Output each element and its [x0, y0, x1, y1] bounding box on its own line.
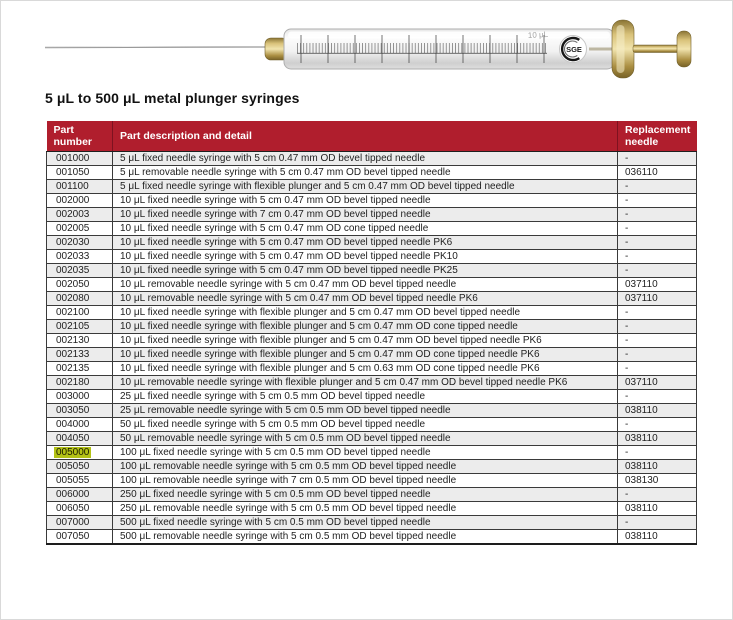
description-cell: 10 μL fixed needle syringe with 5 cm 0.47 mm OD bevel tipped needle PK6 [113, 235, 618, 249]
part-number-cell [47, 235, 113, 249]
replacement-needle-cell: 038130 [618, 473, 697, 487]
table-row [47, 375, 697, 389]
description-cell: 500 μL removable needle syringe with 5 cm 0.5 mm OD bevel tipped needle [113, 529, 618, 544]
part-number: 002105 [56, 320, 90, 332]
part-number: 005055 [56, 474, 90, 486]
description-cell: 100 μL removable needle syringe with 5 cm 0.5 mm OD bevel tipped needle [113, 459, 618, 473]
replacement-needle-cell: - [618, 389, 697, 403]
parts-table-container [46, 121, 696, 545]
description-cell: 10 μL fixed needle syringe with 5 cm 0.47 mm OD cone tipped needle [113, 221, 618, 235]
description-cell: 50 μL removable needle syringe with 5 cm 0.5 mm OD bevel tipped needle [113, 431, 618, 445]
sge-logo-text: SGE [566, 45, 582, 54]
table-row [47, 277, 697, 291]
table-row [47, 501, 697, 515]
description-cell: 10 μL fixed needle syringe with 7 cm 0.47 mm OD bevel tipped needle [113, 207, 618, 221]
replacement-needle-cell: - [618, 249, 697, 263]
description-cell: 10 μL fixed needle syringe with flexible plunger and 5 cm 0.47 mm OD cone tipped needle [113, 319, 618, 333]
part-number: 003000 [56, 390, 90, 402]
description-cell: 25 μL fixed needle syringe with 5 cm 0.5 mm OD bevel tipped needle [113, 389, 618, 403]
table-row [47, 249, 697, 263]
part-number-cell [47, 165, 113, 179]
replacement-needle-cell: - [618, 361, 697, 375]
table-row [47, 221, 697, 235]
part-number-cell [47, 249, 113, 263]
table-row [47, 487, 697, 501]
description-cell: 10 μL fixed needle syringe with flexible plunger and 5 cm 0.63 mm OD cone tipped needle PK6 [113, 361, 618, 375]
replacement-needle-cell: - [618, 347, 697, 361]
column-header-replacement-needle: Replacement needle [618, 121, 697, 151]
description-cell: 5 μL fixed needle syringe with 5 cm 0.47 mm OD bevel tipped needle [113, 151, 618, 165]
column-header-description: Part description and detail [113, 121, 618, 151]
replacement-needle-cell: 038110 [618, 529, 697, 544]
table-row [47, 515, 697, 529]
part-number: 006050 [56, 502, 90, 514]
table-row [47, 305, 697, 319]
description-cell: 25 μL removable needle syringe with 5 cm 0.5 mm OD bevel tipped needle [113, 403, 618, 417]
part-number-cell [47, 305, 113, 319]
description-cell: 10 μL fixed needle syringe with flexible plunger and 5 cm 0.47 mm OD bevel tipped needle PK6 [113, 333, 618, 347]
part-number: 005050 [56, 460, 90, 472]
part-number: 002130 [56, 334, 90, 346]
table-row [47, 291, 697, 305]
table-row [47, 431, 697, 445]
part-number: 002135 [56, 362, 90, 374]
table-row [47, 403, 697, 417]
syringe-needle [45, 46, 269, 47]
replacement-needle-cell: 038110 [618, 501, 697, 515]
part-number: 007050 [56, 530, 90, 542]
parts-table-body [47, 151, 697, 544]
part-number-cell [47, 277, 113, 291]
description-cell: 50 μL fixed needle syringe with 5 cm 0.5 mm OD bevel tipped needle [113, 417, 618, 431]
part-number: 002080 [56, 292, 90, 304]
column-header-part-number: Part number [47, 121, 113, 151]
part-number: 002003 [56, 208, 90, 220]
part-number: 003050 [56, 404, 90, 416]
replacement-needle-cell: 038110 [618, 431, 697, 445]
part-number: 001050 [56, 166, 90, 178]
description-cell: 250 μL fixed needle syringe with 5 cm 0.5 mm OD bevel tipped needle [113, 487, 618, 501]
replacement-needle-cell: - [618, 193, 697, 207]
replacement-needle-cell: 036110 [618, 165, 697, 179]
description-cell: 10 μL removable needle syringe with flexible plunger and 5 cm 0.47 mm OD bevel tipped needle PK6 [113, 375, 618, 389]
part-number-cell [47, 501, 113, 515]
part-number-cell [47, 179, 113, 193]
part-number-cell [47, 459, 113, 473]
table-row [47, 179, 697, 193]
part-number-cell [47, 221, 113, 235]
table-row [47, 417, 697, 431]
replacement-needle-cell: - [618, 487, 697, 501]
part-number-cell [47, 361, 113, 375]
description-cell: 500 μL fixed needle syringe with 5 cm 0.5 mm OD bevel tipped needle [113, 515, 618, 529]
syringe-plunger-button [677, 31, 691, 67]
part-number: 001000 [56, 152, 90, 164]
syringe-flange [612, 20, 634, 78]
part-number: 002050 [56, 278, 90, 290]
table-row [47, 263, 697, 277]
table-row [47, 389, 697, 403]
replacement-needle-cell: - [618, 207, 697, 221]
table-row [47, 165, 697, 179]
description-cell: 10 μL removable needle syringe with 5 cm 0.47 mm OD bevel tipped needle PK6 [113, 291, 618, 305]
part-number: 004000 [56, 418, 90, 430]
replacement-needle-cell: - [618, 235, 697, 249]
replacement-needle-cell: - [618, 319, 697, 333]
table-row [47, 459, 697, 473]
description-cell: 5 μL fixed needle syringe with flexible plunger and 5 cm 0.47 mm OD bevel tipped needle [113, 179, 618, 193]
part-number: 002033 [56, 250, 90, 262]
table-row [47, 347, 697, 361]
description-cell: 100 μL removable needle syringe with 7 cm 0.5 mm OD bevel tipped needle [113, 473, 618, 487]
part-number-cell [47, 193, 113, 207]
part-number-cell [47, 263, 113, 277]
part-number-cell [47, 375, 113, 389]
replacement-needle-cell: - [618, 417, 697, 431]
description-cell: 10 μL fixed needle syringe with 5 cm 0.47 mm OD bevel tipped needle PK10 [113, 249, 618, 263]
description-cell: 100 μL fixed needle syringe with 5 cm 0.5 mm OD bevel tipped needle [113, 445, 618, 459]
table-row [47, 333, 697, 347]
replacement-needle-cell: 037110 [618, 375, 697, 389]
page-title: 5 μL to 500 μL metal plunger syringes [45, 90, 300, 106]
replacement-needle-cell: 038110 [618, 459, 697, 473]
replacement-needle-cell: - [618, 333, 697, 347]
part-number-cell [47, 333, 113, 347]
description-cell: 250 μL removable needle syringe with 5 cm 0.5 mm OD bevel tipped needle [113, 501, 618, 515]
parts-table-header [47, 121, 697, 151]
syringe-illustration [1, 1, 733, 87]
part-number: 002035 [56, 264, 90, 276]
part-number-cell [47, 403, 113, 417]
replacement-needle-cell: 038110 [618, 403, 697, 417]
replacement-needle-cell: - [618, 151, 697, 165]
description-cell: 5 μL removable needle syringe with 5 cm 0.47 mm OD bevel tipped needle [113, 165, 618, 179]
part-number: 006000 [56, 488, 90, 500]
table-row [47, 151, 697, 165]
replacement-needle-cell: 037110 [618, 291, 697, 305]
replacement-needle-cell: - [618, 263, 697, 277]
syringe-plunger-rod [633, 45, 679, 53]
part-number-cell [47, 207, 113, 221]
part-number-cell [47, 515, 113, 529]
table-row [47, 529, 697, 544]
replacement-needle-cell: - [618, 179, 697, 193]
part-number: 002133 [56, 348, 90, 360]
part-number: 002000 [56, 194, 90, 206]
part-number-cell [47, 487, 113, 501]
replacement-needle-cell: - [618, 221, 697, 235]
sge-logo [560, 36, 587, 63]
table-row [47, 473, 697, 487]
part-number-cell [47, 319, 113, 333]
replacement-needle-cell: 037110 [618, 277, 697, 291]
table-row [47, 193, 697, 207]
parts-table [46, 121, 697, 545]
description-cell: 10 μL fixed needle syringe with 5 cm 0.47 mm OD bevel tipped needle [113, 193, 618, 207]
description-cell: 10 μL removable needle syringe with 5 cm 0.47 mm OD bevel tipped needle [113, 277, 618, 291]
table-row [47, 361, 697, 375]
part-number: 002100 [56, 306, 90, 318]
part-number-cell [47, 417, 113, 431]
part-number: 002030 [56, 236, 90, 248]
description-cell: 10 μL fixed needle syringe with 5 cm 0.47 mm OD bevel tipped needle PK25 [113, 263, 618, 277]
table-row [47, 445, 697, 459]
part-number: 007000 [56, 516, 90, 528]
part-number-cell [47, 445, 113, 459]
description-cell: 10 μL fixed needle syringe with flexible plunger and 5 cm 0.47 mm OD bevel tipped needle [113, 305, 618, 319]
part-number-cell [47, 431, 113, 445]
part-number: 001100 [56, 180, 89, 192]
syringe-volume-label: 10 μL [527, 29, 549, 40]
part-number-cell [47, 151, 113, 165]
part-number: 004050 [56, 432, 90, 444]
part-number: 002180 [56, 376, 90, 388]
replacement-needle-cell: - [618, 305, 697, 319]
part-number: 005000 [56, 446, 90, 458]
part-number-cell [47, 347, 113, 361]
table-row [47, 319, 697, 333]
part-number-cell [47, 291, 113, 305]
table-row [47, 235, 697, 249]
part-number-cell [47, 529, 113, 544]
syringe-photo [1, 1, 733, 87]
header-row [47, 121, 697, 151]
replacement-needle-cell: - [618, 445, 697, 459]
table-row [47, 207, 697, 221]
part-number: 002005 [56, 222, 90, 234]
part-number-cell [47, 473, 113, 487]
description-cell: 10 μL fixed needle syringe with flexible plunger and 5 cm 0.47 mm OD cone tipped needle PK6 [113, 347, 618, 361]
part-number-cell [47, 389, 113, 403]
replacement-needle-cell: - [618, 515, 697, 529]
